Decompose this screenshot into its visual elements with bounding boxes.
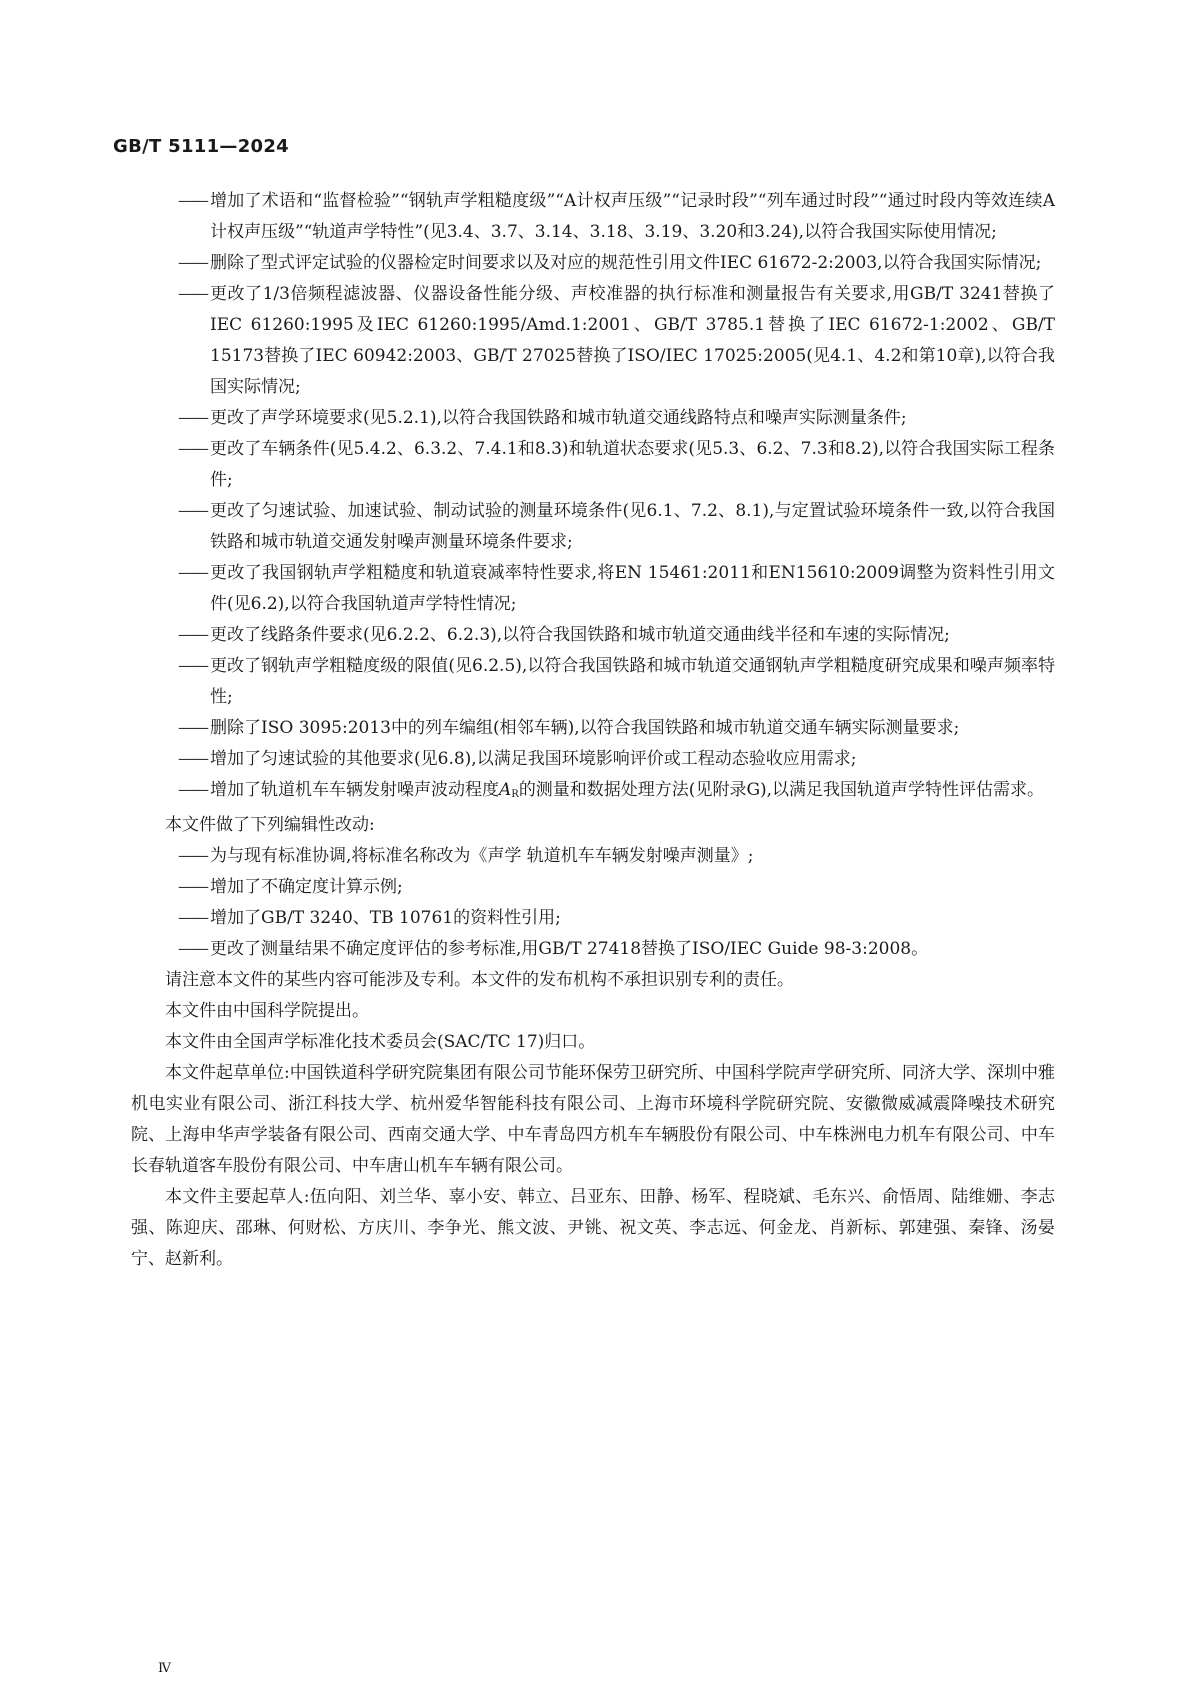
list-dash: ——: [178, 939, 206, 959]
list-dash: ——: [178, 253, 206, 273]
list-dash: ——: [178, 501, 206, 521]
list-item-text: 更改了线路条件要求(见6.2.2、6.2.3),以符合我国铁路和城市轨道交通曲线半径和车速的实际情况;: [210, 625, 950, 645]
list-item: [131, 434, 1055, 496]
list-item-text: 更改了声学环境要求(见5.2.1),以符合我国铁路和城市轨道交通线路特点和噪声实际测量条件;: [210, 408, 907, 428]
foreword-content: [131, 186, 1055, 1275]
document-id-header: GB/T 5111—2024: [113, 136, 290, 157]
list-dash: ——: [178, 656, 206, 676]
proposed-by: 本文件由中国科学院提出。: [165, 1001, 369, 1021]
list-item: [131, 620, 1055, 651]
list-item: [131, 872, 1055, 903]
list-dash: ——: [178, 846, 206, 866]
list-item: [131, 651, 1055, 713]
list-dash: ——: [178, 439, 206, 459]
list-dash: ——: [178, 718, 206, 738]
list-item: [131, 775, 1055, 810]
list-item: [131, 186, 1055, 248]
list-dash: ——: [178, 877, 206, 897]
list-dash: ——: [178, 749, 206, 769]
list-item: [131, 934, 1055, 965]
drafters: 本文件主要起草人:伍向阳、刘兰华、辜小安、韩立、吕亚东、田静、杨军、程晓斌、毛东兴、俞悟周、陆维姗、李志强、陈迎庆、邵琳、何财松、方庆川、李争光、熊文波、尹铫、祝文英、李志远、何金龙、肖新标、郭建强、秦锋、汤晏宁、赵新利。: [131, 1187, 1055, 1269]
list-item-text: 删除了ISO 3095:2013中的列车编组(相邻车辆),以符合我国铁路和城市轨道交通车辆实际测量要求;: [210, 718, 960, 738]
list-dash: ——: [178, 908, 206, 928]
list-item: [131, 496, 1055, 558]
page-number: Ⅳ: [158, 1661, 171, 1676]
list-item-text: 增加了匀速试验的其他要求(见6.8),以满足我国环境影响评价或工程动态验收应用需求;: [210, 749, 857, 769]
list-item-text: 为与现有标准协调,将标准名称改为《声学 轨道机车车辆发射噪声测量》;: [210, 846, 754, 866]
list-dash: ——: [178, 191, 206, 211]
list-dash: ——: [178, 625, 206, 645]
list-item-text: 增加了不确定度计算示例;: [210, 877, 403, 897]
list-dash: ——: [178, 780, 206, 800]
list-item-text: 增加了术语和“监督检验”“钢轨声学粗糙度级”“A计权声压级”“记录时段”“列车通过时段”“通过时段内等效连续A计权声压级”“轨道声学特性”(见3.4、3.7、3.14、3.18、3.19、3.20和3.24),以符合我国实际使用情况;: [210, 191, 1055, 242]
list-item: [131, 903, 1055, 934]
drafting-units: 本文件起草单位:中国铁道科学研究院集团有限公司节能环保劳卫研究所、中国科学院声学研究所、同济大学、深圳中雅机电实业有限公司、浙江科技大学、杭州爱华智能科技有限公司、上海市环境科学院研究院、安徽微威减震降噪技术研究院、上海申华声学装备有限公司、西南交通大学、中车青岛四方机车车辆股份有限公司、中车株洲电力机车有限公司、中车长春轨道客车股份有限公司、中车唐山机车车辆有限公司。: [131, 1063, 1055, 1176]
list-dash: ——: [178, 284, 206, 304]
editorial-intro: 本文件做了下列编辑性改动:: [165, 815, 375, 835]
list-item-text: 增加了GB/T 3240、TB 10761的资料性引用;: [210, 908, 561, 928]
managed-by: 本文件由全国声学标准化技术委员会(SAC/TC 17)归口。: [165, 1032, 596, 1052]
list-item-text: 增加了轨道机车车辆发射噪声波动程度: [210, 780, 499, 800]
patent-notice: 请注意本文件的某些内容可能涉及专利。本文件的发布机构不承担识别专利的责任。: [165, 970, 794, 990]
list-item: [131, 841, 1055, 872]
list-item-text: 的测量和数据处理方法(见附录G),以满足我国轨道声学特性评估需求。: [518, 780, 1045, 800]
list-item-text: 更改了匀速试验、加速试验、制动试验的测量环境条件(见6.1、7.2、8.1),与定置试验环境条件一致,以符合我国铁路和城市轨道交通发射噪声测量环境条件要求;: [210, 501, 1055, 552]
list-item-text: 更改了1/3倍频程滤波器、仪器设备性能分级、声校准器的执行标准和测量报告有关要求,用GB/T 3241替换了IEC 61260:1995及IEC 61260:1995/Amd.1:2001、GB/T 3785.1替换了IEC 61672-1:2002、GB/T 15173替换了IEC 60942:2003、GB/T 27025替换了ISO/IEC 17025:2005(见4.1、4.2和第10章),以符合我国实际情况;: [210, 284, 1055, 397]
list-item: [131, 403, 1055, 434]
list-item-text: 更改了我国钢轨声学粗糙度和轨道衰减率特性要求,将EN 15461:2011和EN15610:2009调整为资料性引用文件(见6.2),以符合我国轨道声学特性情况;: [210, 563, 1055, 614]
list-item: [131, 713, 1055, 744]
list-item: [131, 279, 1055, 403]
list-dash: ——: [178, 563, 206, 583]
list-item: [131, 744, 1055, 775]
list-item-text: 删除了型式评定试验的仪器检定时间要求以及对应的规范性引用文件IEC 61672-2:2003,以符合我国实际情况;: [210, 253, 1042, 273]
math-symbol: A: [499, 780, 512, 800]
list-dash: ——: [178, 408, 206, 428]
math-subscript: R: [511, 789, 519, 800]
list-item: [131, 558, 1055, 620]
list-item-text: 更改了车辆条件(见5.4.2、6.3.2、7.4.1和8.3)和轨道状态要求(见5.3、6.2、7.3和8.2),以符合我国实际工程条件;: [210, 439, 1055, 490]
list-item: [131, 248, 1055, 279]
list-item-text: 更改了测量结果不确定度评估的参考标准,用GB/T 27418替换了ISO/IEC Guide 98-3:2008。: [210, 939, 929, 959]
list-item-text: 更改了钢轨声学粗糙度级的限值(见6.2.5),以符合我国铁路和城市轨道交通钢轨声学粗糙度研究成果和噪声频率特性;: [210, 656, 1055, 707]
